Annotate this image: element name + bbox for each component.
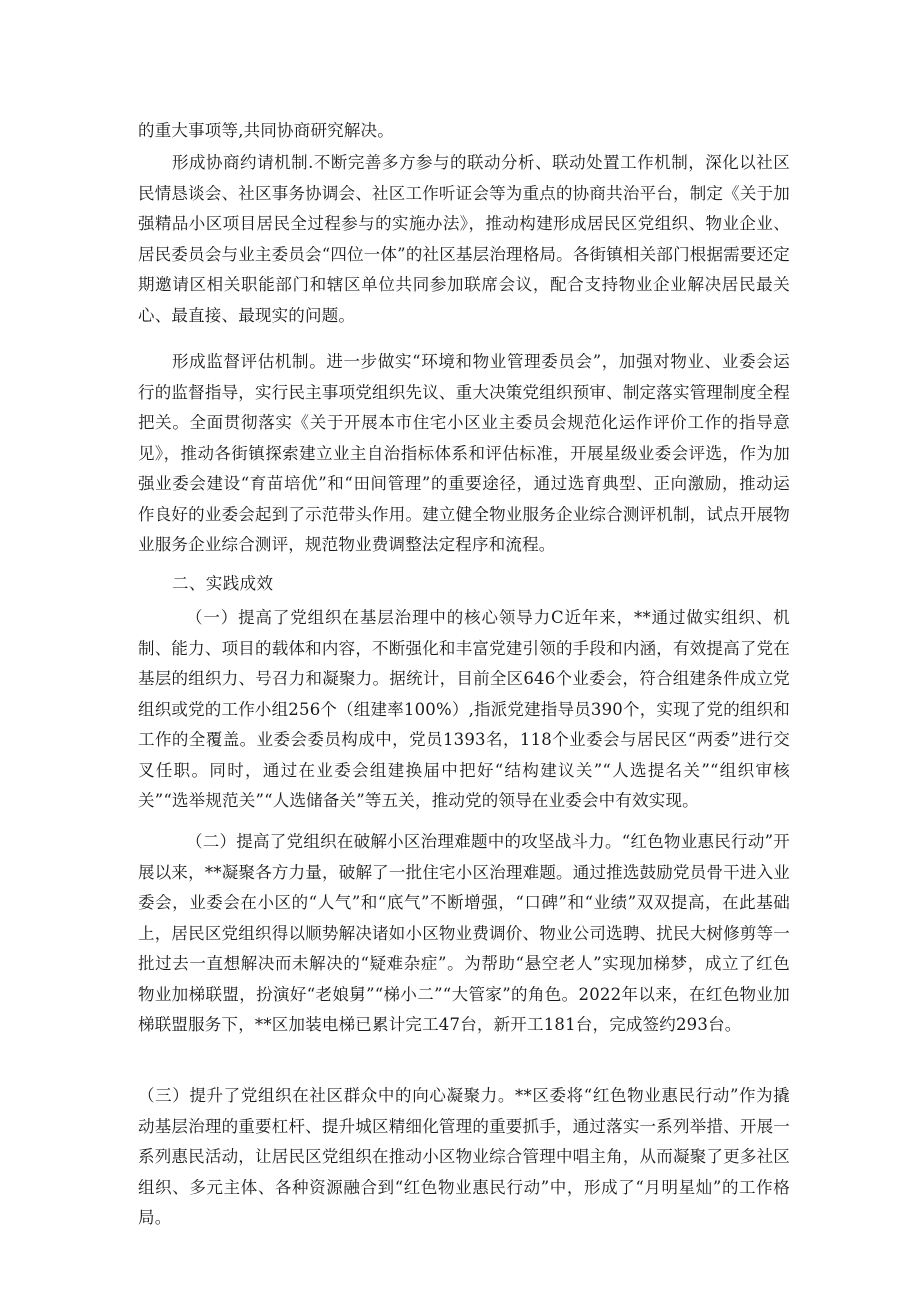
paragraph-supervision-mechanism: 形成监督评估机制。进一步做实“环境和物业管理委员会”，加强对物业、业委会运行的监督指导，实行民主事项党组织先议、重大决策党组织预审、制定落实管理制度全程把关。全面贯彻落实《关于开展本市住宅小区业主委员会规范化运作评价工作的指导意见》，推动各街镇探索建立业主自治指标体系和评估标准，开展星级业委会评选，作为加强业委会建设“育苗培优”和“田间管理”的重要途径，通过选育典型、正向激励，推动运作良好的业委会起到了示范带头作用。建立健全物业服务企业综合测评机制，试点开展物业服务企业综合测评，规范物业费调整法定程序和流程。	[138, 352, 790, 554]
paragraph-continuation: 的重大事项等,共同协商研究解决。	[138, 121, 394, 140]
paragraph-result-one: （一）提高了党组织在基层治理中的核心领导力C近年来，**通过做实组织、机制、能力、项目的载体和内容，不断强化和丰富党建引领的手段和内涵，有效提高了党在基层的组织力、号召力和凝聚力。据统计，目前全区646个业委会，符合组建条件成立党组织或党的工作小组256个（组建率100%）,指派党建指导员390个，实现了党的组织和工作的全覆盖。业委会委员构成中，党员1393名，118个业委会与居民区“两委”进行交叉任职。同时，通过在业委会组建换届中把好“结构建议关”“人选提名关”“组织审核关”“选举规范关”“人选储备关”等五关，推动党的领导在业委会中有效实现。	[138, 608, 791, 810]
paragraph-consultation-mechanism: 形成协商约请机制.不断完善多方参与的联动分析、联动处置工作机制，深化以社区民情恳谈会、社区事务协调会、社区工作听证会等为重点的协商共治平台，制定《关于加强精品小区项目居民全过程参与的实施办法》，推动构建形成居民区党组织、物业企业、居民委员会与业主委员会“四位一体”的社区基层治理格局。各街镇相关部门根据需要还定期邀请区相关职能部门和辖区单位共同参加联席会议，配合支持物业企业解决居民最关心、最直接、最现实的问题。	[138, 153, 790, 325]
paragraph-result-three: （三）提升了党组织在社区群众中的向心凝聚力。**区委将“红色物业惠民行动”作为撬动基层治理的重要杠杆、提升城区精细化管理的重要抓手，通过落实一系列举措、开展一系列惠民活动，让居民区党组织在推动小区物业综合管理中唱主角，从而凝聚了更多社区组织、多元主体、各种资源融合到“红色物业惠民行动”中，形成了“月明星灿”的工作格局。	[138, 1086, 790, 1227]
section-heading-practice-results: 二、实践成效	[172, 574, 274, 593]
paragraph-result-two: （二）提高了党组织在破解小区治理难题中的攻坚战斗力。“红色物业惠民行动”开展以来，**凝聚各方力量，破解了一批住宅小区治理难题。通过推选鼓励党员骨干进入业委会，业委会在小区的“人气”和“底气”不断增强，“口碑”和“业绩”双双提高，在此基础上，居民区党组织得以顺势解决诸如小区物业费调价、物业公司选聘、扰民大树修剪等一批过去一直想解决而未解决的“疑难杂症”。为帮助“悬空老人”实现加梯梦，成立了红色物业加梯联盟，扮演好“老娘舅”“梯小二”“大管家”的角色。2022年以来，在红色物业加梯联盟服务下，**区加装电梯已累计完工47台，新开工181台，完成签约293台。	[138, 832, 790, 1034]
